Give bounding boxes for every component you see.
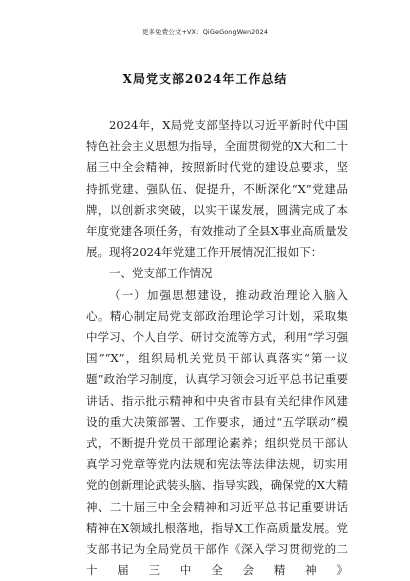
header-note: 更多免费公文+VX：QiGeGongWen2024	[141, 28, 269, 36]
section-heading: 一、党支部工作情况	[109, 266, 213, 281]
document-title: X局党支部2024年工作总结	[122, 72, 288, 86]
body-paragraph: （一）加强思想建设，推动政治理论入脑入心。精心制定局党支部政治理论学习计划，采取集中学习、个人自学、研讨交流等方式，利用“学习强国”“X”，组织局机关党员干部认真落实“第一议题”政治学习制度，认真学习领会习近平总书记重要讲话、指示批示精神和中央省市县有关纪律作风建设的重大决策部署、工作要求，通过“五学联动”模式，不断提升党员干部理论素养；组织党员干部认真学习党章等党内法规和宪法等法律法规，切实用党的创新理论武装头脑、指导实践，确保党的X大精神、二十届三中全会精神和习近平总书记重要讲话精神在X领域扎根落地，指导X工作高质量发展。党支部书记为全局党员干部作《深入学习贯彻党的二十届三中全会精神》	[86, 287, 348, 578]
document-body	[86, 115, 348, 581]
intro-paragraph: 2024年，X局党支部坚持以习近平新时代中国特色社会主义思想为指导，全面贯彻党的X大和二十届三中全会精神，按照新时代党的建设总要求，坚持抓党建、强队伍、促提升，不断深化“X”党建品牌，以创新求突破，以实干谋发展，圆满完成了本年度党建各项任务，有效推动了全县X事业高质量发展。现将2024年党建工作开展情况汇报如下：	[86, 118, 348, 260]
